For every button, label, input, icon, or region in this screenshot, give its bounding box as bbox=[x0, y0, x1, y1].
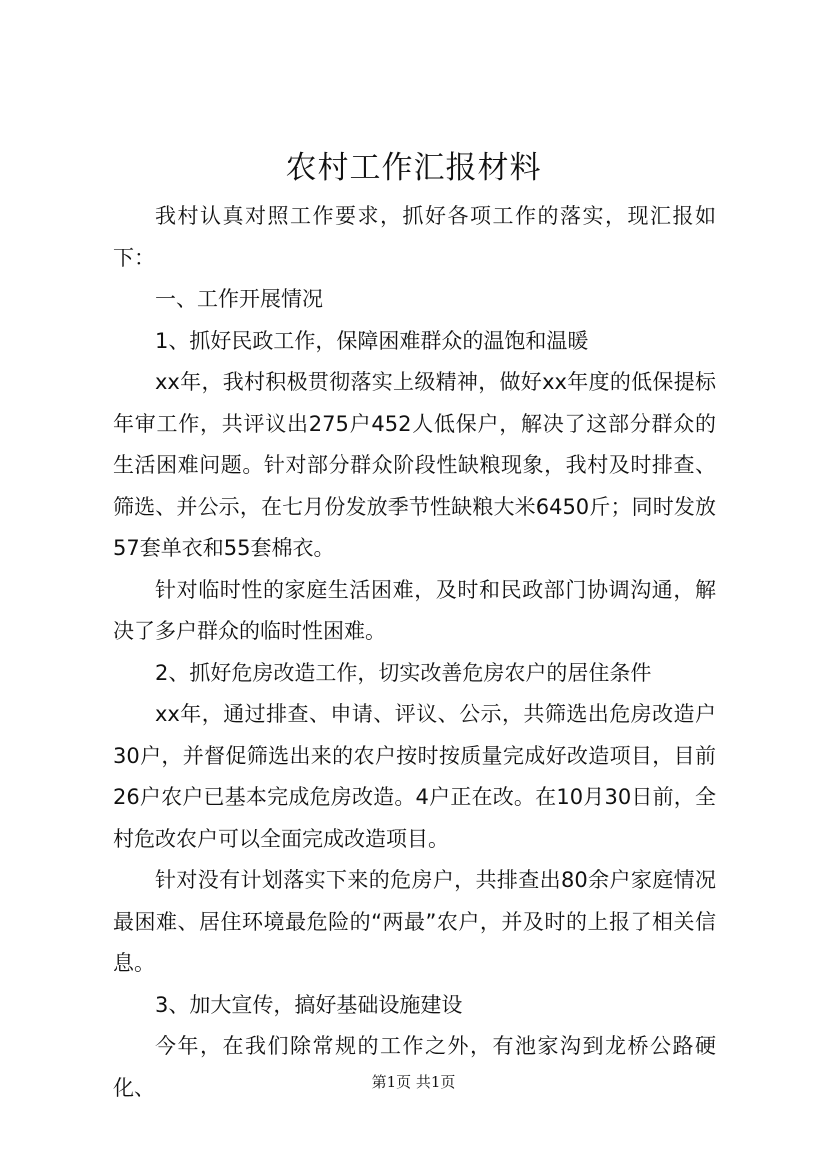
page-footer: 第1页 共1页 bbox=[371, 1073, 456, 1091]
paragraph-intro: 我村认真对照工作要求，抓好各项工作的落实，现汇报如下： bbox=[113, 204, 716, 270]
paragraph-unplanned-households: 针对没有计划落实下来的危房户，共排查出80余户家庭情况最困难、居住环境最危险的“两最”农户，并及时的上报了相关信息。 bbox=[113, 868, 716, 975]
subheading-housing: 2、抓好危房改造工作，切实改善危房农户的居住条件 bbox=[155, 660, 652, 685]
document-body bbox=[113, 196, 716, 1109]
paragraph-housing-renovation: xx年，通过排查、申请、评议、公示，共筛选出危房改造户30户，并督促筛选出来的农户按时按质量完成好改造项目，目前26户农户已基本完成危房改造。4户正在改。在10月30日前，全村危改农户可以全面完成改造项目。 bbox=[113, 702, 716, 851]
paragraph-infrastructure: 今年，在我们除常规的工作之外，有池家沟到龙桥公路硬化、 bbox=[113, 1034, 716, 1100]
section-heading-1: 一、工作开展情况 bbox=[155, 287, 323, 311]
subheading-civil-affairs: 1、抓好民政工作，保障困难群众的温饱和温暖 bbox=[155, 328, 589, 353]
paragraph-low-income: xx年，我村积极贯彻落实上级精神，做好xx年度的低保提标年审工作，共评议出275户452人低保户，解决了这部分群众的生活困难问题。针对部分群众阶段性缺粮现象，我村及时排查、筛选、并公示，在七月份发放季节性缺粮大米6450斤；同时发放57套单衣和55套棉衣。 bbox=[113, 370, 716, 560]
subheading-infrastructure: 3、加大宣传，搞好基础设施建设 bbox=[155, 992, 463, 1017]
paragraph-temporary-difficulty: 针对临时性的家庭生活困难，及时和民政部门协调沟通，解决了多户群众的临时性困难。 bbox=[113, 577, 716, 643]
document-title: 农村工作汇报材料 bbox=[285, 150, 542, 186]
